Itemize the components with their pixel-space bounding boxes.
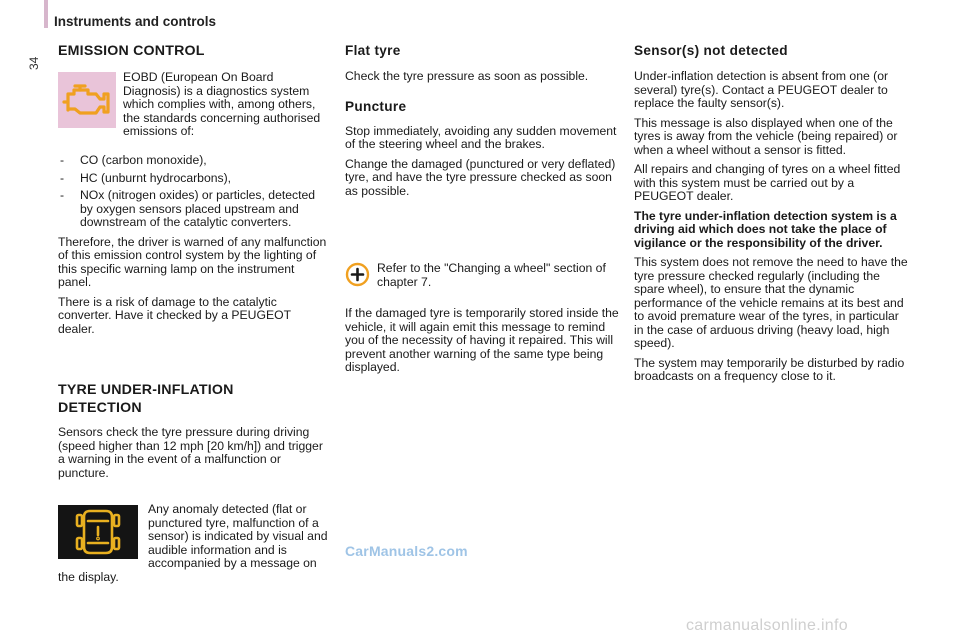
- sensors-paragraph: This message is also displayed when one of the tyres is away from the vehicle (being repaired) or when a wheel without a sensor is fitted.: [634, 115, 898, 157]
- list-item: - HC (unburnt hydrocarbons),: [58, 172, 330, 186]
- section-title: Instruments and controls: [54, 14, 217, 29]
- engine-check-icon: [58, 72, 116, 128]
- sensors-paragraph: This system does not remove the need to have the tyre pressure checked regularly (including the spare wheel), to ensure that the dynamic performance of the vehicle remains at its best and to avoid premature wear of the tyres, in particular in the case of arduous driving (heavy load, high speed).: [634, 255, 908, 350]
- column-middle: [345, 43, 620, 204]
- plus-info-icon: [345, 262, 370, 287]
- column-right: [634, 43, 909, 390]
- list-item: - CO (carbon monoxide),: [58, 154, 330, 168]
- puncture-heading: Puncture: [345, 98, 407, 114]
- emission-intro-block: [123, 71, 325, 145]
- sensors-paragraph: The system may temporarily be disturbed by radio broadcasts on a frequency close to it.: [634, 355, 905, 383]
- emission-intro: EOBD (European On Board Diagnosis) is a diagnostics system which complies with, among others, the standards concerning authorised emissions of:: [123, 70, 321, 138]
- puncture-paragraph: Stop immediately, avoiding any sudden movement of the steering wheel and the brakes.: [345, 123, 617, 151]
- puncture-paragraph: Change the damaged (punctured or very deflated) tyre, and have the tyre pressure checked as soon as possible.: [345, 156, 616, 198]
- sensors-paragraph: All repairs and changing of tyres on a wheel fitted with this system must be carried out by a PEUGEOT dealer.: [634, 162, 901, 203]
- emission-paragraph: There is a risk of damage to the catalytic converter. Have it checked by a PEUGEOT dealer.: [58, 294, 291, 336]
- tyre-detection-heading-line1: TYRE UNDER-INFLATION: [58, 382, 234, 398]
- sensors-heading: Sensor(s) not detected: [634, 43, 788, 58]
- puncture-storage-paragraph: If the damaged tyre is temporarily stored inside the vehicle, it will again emit this message to remind you of the necessity of having it repaired. This will prevent another warning of the same type being displayed.: [345, 306, 619, 374]
- watermark-footer: carmanualsonline.info: [686, 617, 848, 634]
- page-number: 34: [27, 56, 41, 70]
- sensors-warning-bold: The tyre under-inflation detection system is a driving aid which does not take the place of vigilance or the responsibility of the driver.: [634, 208, 897, 250]
- emission-list: [58, 154, 330, 230]
- puncture-note: [345, 307, 620, 381]
- section-color-bar: [44, 0, 48, 28]
- tyre-detection-paragraph: Sensors check the tyre pressure during driving (speed higher than 12 mph [20 km/h]) and trigger a warning in the event of a malfunction or puncture.: [58, 425, 323, 480]
- tyre-detection-section: [58, 381, 330, 486]
- refer-block: [377, 262, 617, 295]
- emission-control-heading: EMISSION CONTROL: [58, 43, 205, 59]
- sensors-paragraph: Under-inflation detection is absent from one (or several) tyre(s). Contact a PEUGEOT dealer to replace the faulty sensor(s).: [634, 69, 889, 110]
- list-item: - NOx (nitrogen oxides) or particles, detected by oxygen sensors placed upstream and downstream of the catalytic converters.: [58, 189, 330, 230]
- flat-tyre-paragraph: Check the tyre pressure as soon as possible.: [345, 69, 589, 83]
- tyre-anomaly-paragraph: Any anomaly detected (flat or punctured tyre, malfunction of a sensor) is indicated by visual and audible information and is accompanied by a message on the display.: [58, 502, 328, 584]
- tyre-detection-heading-line2: DETECTION: [58, 400, 142, 416]
- column-left: [58, 42, 330, 60]
- flat-tyre-heading: Flat tyre: [345, 43, 401, 58]
- emission-body: [58, 154, 330, 342]
- watermark-carmanuals: CarManuals2.com: [345, 543, 468, 559]
- tyre-anomaly-wrap: [58, 503, 330, 584]
- refer-text: Refer to the "Changing a wheel" section of chapter 7.: [377, 261, 606, 289]
- emission-paragraph: Therefore, the driver is warned of any malfunction of this emission control system by the lighting of this specific warning lamp on the instrument panel.: [58, 234, 327, 289]
